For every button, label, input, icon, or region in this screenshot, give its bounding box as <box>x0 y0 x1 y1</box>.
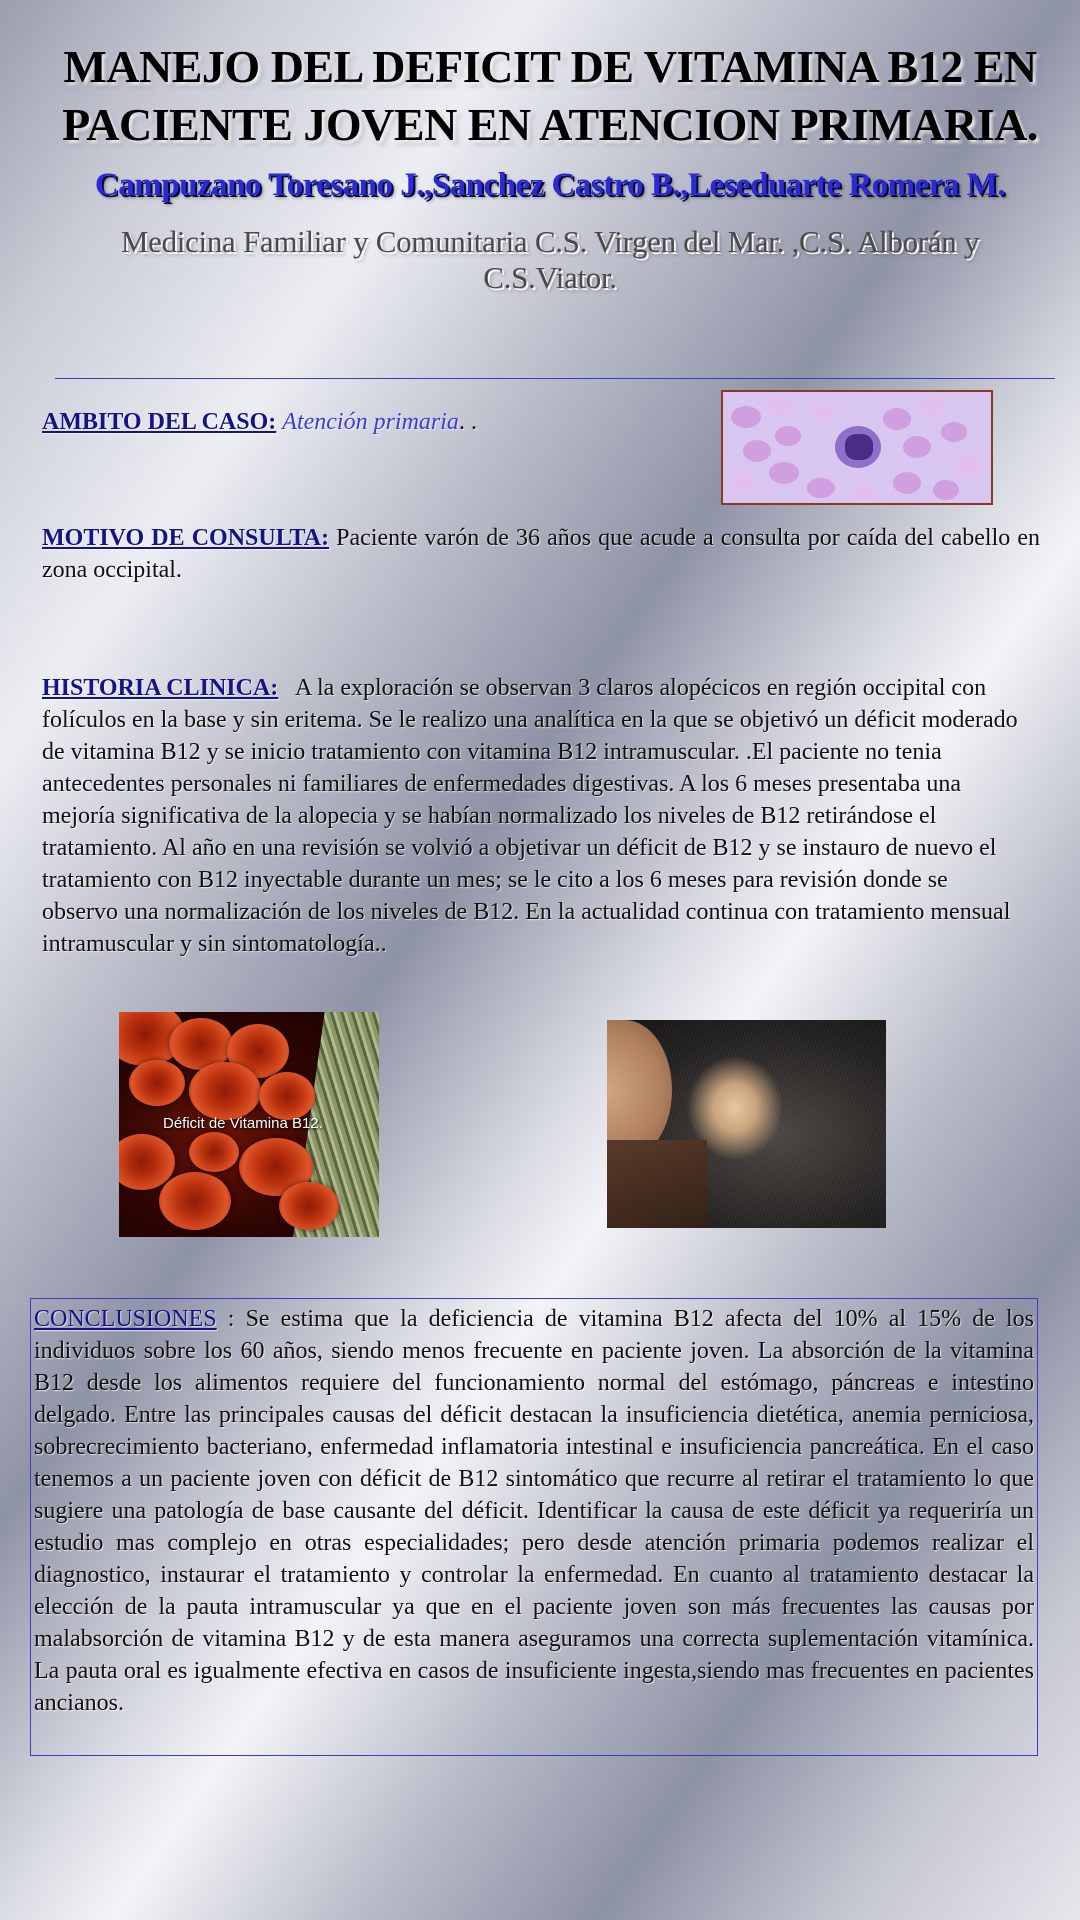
poster-title: MANEJO DEL DEFICIT DE VITAMINA B12 EN PACIENTE JOVEN EN ATENCION PRIMARIA. <box>62 41 1038 150</box>
red-blood-cells-image <box>119 1012 379 1237</box>
conclusiones-text: : Se estima que la deficiencia de vitamina B12 afecta del 10% al 15% de los individuos sobre los 60 años, siendo menos frecuente en paciente joven. La absorción de la vitamina B12 desde los alimentos requiere del funcionamiento normal del estómago, páncreas e intestino delgado. Entre las principales causas del déficit destacan la insuficiencia dietética, anemia perniciosa, sobrecrecimiento bacteriano, enfermedad inflamatoria intestinal e insuficiencia pancreática. En el caso tenemos a un paciente joven con déficit de B12 sintomático que recurre al retirar el tratamiento lo que sugiere una patología de base causante del déficit. Identificar la causa de este déficit ya requeriría un estudio mas complejo en otras especialidades; pero desde atención primaria podemos realizar el diagnostico, instaurar el tratamiento y controlar la enfermedad. En cuanto al tratamiento destacar la elección de la pauta intramuscular ya que en el paciente joven son más frecuentes las causas por malabsorción de vitamina B12 y de esta manera aseguramos una correcta suplementación vitamínica. La pauta oral es igualmente efectiva en casos de insuficiente ingesta,siendo mas frecuentes en pacientes ancianos. <box>34 1306 1034 1716</box>
authors: Campuzano Toresano J.,Sanchez Castro B.,Leseduarte Romera M. <box>94 167 1006 203</box>
conclusiones-section <box>30 1298 1038 1756</box>
motivo-section <box>42 522 1040 586</box>
rbc-image-caption: Déficit de Vitamina B12. <box>163 1115 323 1132</box>
ambito-suffix: . . <box>458 409 477 435</box>
historia-label: HISTORIA CLINICA: <box>42 675 279 701</box>
historia-text: A la exploración se observan 3 claros alopécicos en región occipital con folículos en la base y sin eritema. Se le realizo una analítica en la que se objetivó un déficit moderado de vitamina B12 y se inicio tratamiento con vitamina B12 intramuscular. .El paciente no tenia antecedentes personales ni familiares de enfermedades digestivas. A los 6 meses presentaba una mejoría significativa de la alopecia y se habían normalizado los niveles de B12 retirándose el tratamiento. Al año en una revisión se volvió a objetivar un déficit de B12 y se instauro de nuevo el tratamiento con B12 inyectable durante un mes; se le cito a los 6 meses para revisión donde se observo una normalización de los niveles de B12. En la actualidad continua con tratamiento mensual intramuscular y sin sintomatología.. <box>42 675 1018 957</box>
scalp-alopecia-image <box>607 1020 886 1228</box>
ambito-section <box>42 406 682 438</box>
motivo-label: MOTIVO DE CONSULTA: <box>42 525 330 551</box>
motivo-text: Paciente varón de 36 años que acude a consulta por caída del cabello en zona occipital. <box>42 525 1040 583</box>
ambito-value: Atención primaria <box>282 409 459 435</box>
conclusiones-label: CONCLUSIONES <box>34 1306 217 1332</box>
historia-section <box>42 672 1022 960</box>
blood-smear-image <box>721 390 993 505</box>
affiliation: Medicina Familiar y Comunitaria C.S. Virgen del Mar. ,C.S. Alborán y C.S.Viator. <box>120 224 980 295</box>
divider <box>55 378 1055 379</box>
ambito-label: AMBITO DEL CASO: <box>42 409 277 435</box>
